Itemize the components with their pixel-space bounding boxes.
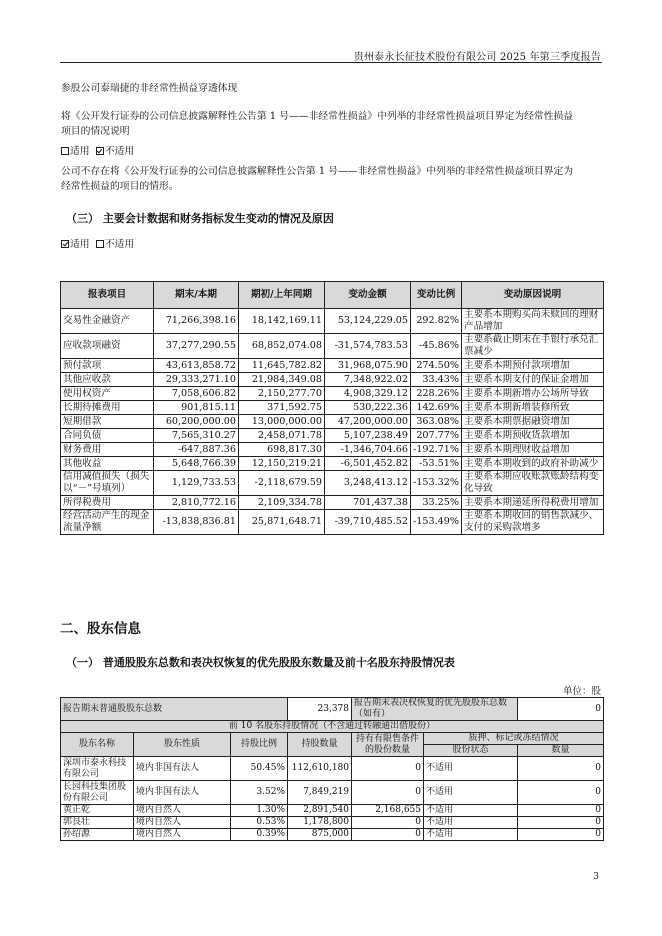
shareholder-name-cell: 深圳市泰永科技有限公司 bbox=[61, 757, 134, 781]
table-row bbox=[61, 309, 604, 334]
item-cell: 交易性金融资产 bbox=[61, 309, 154, 334]
table-header-row bbox=[61, 282, 604, 309]
ratio-cell: 0.53% bbox=[231, 817, 288, 829]
item-cell: 其他应收款 bbox=[61, 373, 154, 387]
item-cell: 合同负债 bbox=[61, 429, 154, 443]
not-applicable-label: 不适用 bbox=[104, 239, 135, 250]
reason-cell: 主要系截止期末在手银行承兑汇票减少 bbox=[462, 334, 604, 359]
table-row bbox=[61, 471, 604, 496]
reason-cell: 主要系本期递延所得税费用增加 bbox=[462, 496, 604, 510]
table-row bbox=[61, 457, 604, 471]
change-amount-cell: 530,222.36 bbox=[325, 401, 411, 415]
shareholder-nature-cell: 境内自然人 bbox=[134, 805, 231, 817]
item-cell: 其他收益 bbox=[61, 457, 154, 471]
change-amount-cell: -39,710,485.52 bbox=[325, 510, 411, 535]
restricted-cell: 0 bbox=[352, 817, 424, 829]
para1-line2: 项目的情况说明 bbox=[61, 125, 130, 137]
prior-cell: 11,645,782.82 bbox=[239, 359, 325, 373]
pledge-status-cell: 不适用 bbox=[424, 781, 518, 805]
table-row bbox=[61, 829, 604, 841]
current-cell: 901,815.11 bbox=[154, 401, 239, 415]
change-amount-cell: 53,124,229.05 bbox=[325, 309, 411, 334]
header-rule bbox=[60, 62, 602, 63]
prior-cell: 21,984,349.08 bbox=[239, 373, 325, 387]
top10-caption: 前 10 名股东持股情况（不含通过转融通出借股份） bbox=[61, 721, 604, 733]
para2-line1: 公司不存在将《公开发行证券的公司信息披露解释性公告第 1 号——非经常性损益》中列举的非经常性损益项目界定为 bbox=[61, 166, 574, 177]
total-shareholders-row bbox=[61, 698, 604, 721]
current-cell: 5,648,766.39 bbox=[154, 457, 239, 471]
col-header-nature: 股东性质 bbox=[134, 733, 231, 757]
reason-cell: 主要系本期预付款项增加 bbox=[462, 359, 604, 373]
table-row bbox=[61, 443, 604, 457]
change-ratio-cell: 363.08% bbox=[411, 415, 462, 429]
ratio-cell: 1.30% bbox=[231, 805, 288, 817]
item-cell: 预付款项 bbox=[61, 359, 154, 373]
change-amount-cell: 4,908,329.12 bbox=[325, 387, 411, 401]
shareholder-subsection-title: （一） 普通股股东总数和表决权恢复的优先股股东数量及前十名股东持股情况表 bbox=[66, 656, 455, 669]
reason-cell: 主要系本期预收货款增加 bbox=[462, 429, 604, 443]
current-cell: 71,266,398.16 bbox=[154, 309, 239, 334]
shareholder-name-cell: 孙绍源 bbox=[61, 829, 134, 841]
change-ratio-cell: 228.26% bbox=[411, 387, 462, 401]
change-ratio-cell: 33.25% bbox=[411, 496, 462, 510]
nonrecurring-para2 bbox=[61, 165, 601, 194]
total-shareholders-label: 报告期末普通股股东总数 bbox=[61, 698, 288, 721]
pledge-status-cell: 不适用 bbox=[424, 829, 518, 841]
pledge-qty-cell: 0 bbox=[518, 805, 604, 817]
ratio-cell: 3.52% bbox=[231, 781, 288, 805]
prior-cell: 12,150,219.21 bbox=[239, 457, 325, 471]
sh-header-row-1 bbox=[61, 733, 604, 745]
current-cell: 29,333,271.10 bbox=[154, 373, 239, 387]
change-ratio-cell: 292.82% bbox=[411, 309, 462, 334]
col-header-name: 股东名称 bbox=[61, 733, 134, 757]
shares-cell: 875,000 bbox=[288, 829, 352, 841]
col-header-change-amount: 变动金额 bbox=[325, 282, 411, 309]
reason-cell: 主要系本期收回的销售款减少、支付的采购款增多 bbox=[462, 510, 604, 535]
reason-cell: 主要系本期收到的政府补助减少 bbox=[462, 457, 604, 471]
change-amount-cell: -6,501,452.82 bbox=[325, 457, 411, 471]
prior-cell: 2,150,277.70 bbox=[239, 387, 325, 401]
col-header-item: 报表项目 bbox=[61, 282, 154, 309]
reason-cell: 主要系本期新增办公场所导致 bbox=[462, 387, 604, 401]
item-cell: 信用减值损失（损失以“－”号填列） bbox=[61, 471, 154, 496]
reason-cell: 主要系本期购买尚未赎回的理财产品增加 bbox=[462, 309, 604, 334]
restricted-cell: 0 bbox=[352, 781, 424, 805]
col-header-current: 期末/本期 bbox=[154, 282, 239, 309]
current-cell: 7,565,310.27 bbox=[154, 429, 239, 443]
checkbox-applicable[interactable] bbox=[61, 147, 69, 155]
change-ratio-cell: 207.77% bbox=[411, 429, 462, 443]
applicable-options-2 bbox=[61, 238, 601, 253]
change-ratio-cell: -45.86% bbox=[411, 334, 462, 359]
change-ratio-cell: -192.71% bbox=[411, 443, 462, 457]
table-row bbox=[61, 817, 604, 829]
reason-cell: 主要系本期理财收益增加 bbox=[462, 443, 604, 457]
change-ratio-cell: 33.43% bbox=[411, 373, 462, 387]
applicable-label: 适用 bbox=[70, 146, 90, 157]
item-cell: 短期借款 bbox=[61, 415, 154, 429]
checkbox-applicable-checked[interactable] bbox=[61, 240, 69, 248]
col-header-qty: 数量 bbox=[518, 745, 604, 757]
shareholder-name-cell: 长园科技集团股份有限公司 bbox=[61, 781, 134, 805]
table-row bbox=[61, 496, 604, 510]
table-row bbox=[61, 415, 604, 429]
pledge-status-cell: 不适用 bbox=[424, 805, 518, 817]
change-amount-cell: 47,200,000.00 bbox=[325, 415, 411, 429]
checkbox-not-applicable-checked[interactable] bbox=[96, 147, 104, 155]
item-cell: 财务费用 bbox=[61, 443, 154, 457]
change-amount-cell: 31,968,075.90 bbox=[325, 359, 411, 373]
shareholder-nature-cell: 境内自然人 bbox=[134, 829, 231, 841]
shareholder-nature-cell: 境内非国有法人 bbox=[134, 781, 231, 805]
reason-cell: 主要系本期新增装修所致 bbox=[462, 401, 604, 415]
change-amount-cell: 3,248,413.12 bbox=[325, 471, 411, 496]
applicable-options-1 bbox=[61, 145, 601, 160]
pledge-status-cell: 不适用 bbox=[424, 757, 518, 781]
change-amount-cell: -1,346,704.66 bbox=[325, 443, 411, 457]
col-header-reason: 变动原因说明 bbox=[462, 282, 604, 309]
current-cell: 43,613,858.72 bbox=[154, 359, 239, 373]
prior-cell: 13,000,000.00 bbox=[239, 415, 325, 429]
change-ratio-cell: 274.50% bbox=[411, 359, 462, 373]
change-ratio-cell: 142.69% bbox=[411, 401, 462, 415]
item-cell: 经营活动产生的现金流量净额 bbox=[61, 510, 154, 535]
applicable-label: 适用 bbox=[70, 239, 90, 250]
nonrecurring-note: 参股公司泰瑞捷的非经常性损益穿透体现 bbox=[61, 83, 238, 94]
table-row bbox=[61, 401, 604, 415]
current-cell: 2,810,772.16 bbox=[154, 496, 239, 510]
prior-cell: 25,871,648.71 bbox=[239, 510, 325, 535]
table-row bbox=[61, 781, 604, 805]
top10-caption-row bbox=[61, 721, 604, 733]
reason-cell: 主要系本期支付的保证金增加 bbox=[462, 373, 604, 387]
shareholder-name-cell: 郭艮壮 bbox=[61, 817, 134, 829]
current-cell: 1,129,733.53 bbox=[154, 471, 239, 496]
shares-cell: 2,891,540 bbox=[288, 805, 352, 817]
prior-cell: 371,592.75 bbox=[239, 401, 325, 415]
shareholder-name-cell: 黄正乾 bbox=[61, 805, 134, 817]
total-shareholders-value: 23,378 bbox=[288, 698, 352, 721]
change-ratio-cell: -153.49% bbox=[411, 510, 462, 535]
pledge-qty-cell: 0 bbox=[518, 817, 604, 829]
item-cell: 所得税费用 bbox=[61, 496, 154, 510]
item-cell: 长期待摊费用 bbox=[61, 401, 154, 415]
table-row bbox=[61, 429, 604, 443]
change-ratio-cell: -153.32% bbox=[411, 471, 462, 496]
pledge-qty-cell: 0 bbox=[518, 781, 604, 805]
shareholder-table bbox=[60, 697, 604, 841]
prior-cell: 2,109,334.78 bbox=[239, 496, 325, 510]
prior-cell: 2,458,071.78 bbox=[239, 429, 325, 443]
current-cell: 7,058,606.82 bbox=[154, 387, 239, 401]
unit-label: 单位：股 bbox=[562, 686, 601, 697]
restricted-cell: 2,168,655 bbox=[352, 805, 424, 817]
reason-cell: 主要系本期票据融资增加 bbox=[462, 415, 604, 429]
not-applicable-label: 不适用 bbox=[104, 146, 135, 157]
change-amount-cell: 701,437.38 bbox=[325, 496, 411, 510]
prior-cell: -2,118,679.59 bbox=[239, 471, 325, 496]
shareholder-nature-cell: 境内非国有法人 bbox=[134, 757, 231, 781]
reason-cell: 主要系本期应收账款账龄结构变化导致 bbox=[462, 471, 604, 496]
col-header-status: 股份状态 bbox=[424, 745, 518, 757]
current-cell: -13,838,836.81 bbox=[154, 510, 239, 535]
col-header-pledge: 质押、标记或冻结情况 bbox=[424, 733, 604, 745]
prior-cell: 68,852,074.08 bbox=[239, 334, 325, 359]
ratio-cell: 0.39% bbox=[231, 829, 288, 841]
page-number: 3 bbox=[593, 872, 599, 882]
table-row bbox=[61, 387, 604, 401]
report-header: 贵州泰永长征技术股份有限公司 2025 年第三季度报告 bbox=[353, 52, 601, 63]
financial-change-table bbox=[60, 281, 604, 535]
col-header-ratio: 持股比例 bbox=[231, 733, 288, 757]
col-header-change-ratio: 变动比例 bbox=[411, 282, 462, 309]
table-row bbox=[61, 334, 604, 359]
col-header-prior: 期初/上年同期 bbox=[239, 282, 325, 309]
pledge-status-cell: 不适用 bbox=[424, 817, 518, 829]
table-row bbox=[61, 757, 604, 781]
para1-line1: 将《公开发行证券的公司信息披露解释性公告第 1 号——非经常性损益》中列举的非经常性损益项目界定为经常性损益 bbox=[61, 111, 574, 122]
section3-title: （三） 主要会计数据和财务指标发生变动的情况及原因 bbox=[66, 212, 334, 225]
preferred-shareholders-label: 报告期末表决权恢复的优先股股东总数（如有） bbox=[352, 698, 518, 721]
table-row bbox=[61, 805, 604, 817]
prior-cell: 698,817.30 bbox=[239, 443, 325, 457]
item-cell: 应收款项融资 bbox=[61, 334, 154, 359]
shares-cell: 1,178,800 bbox=[288, 817, 352, 829]
change-amount-cell: 5,107,238.49 bbox=[325, 429, 411, 443]
preferred-shareholders-value: 0 bbox=[518, 698, 604, 721]
change-amount-cell: 7,348,922.02 bbox=[325, 373, 411, 387]
prior-cell: 18,142,169.11 bbox=[239, 309, 325, 334]
shares-cell: 112,610,180 bbox=[288, 757, 352, 781]
restricted-cell: 0 bbox=[352, 757, 424, 781]
current-cell: -647,887.36 bbox=[154, 443, 239, 457]
table-row bbox=[61, 510, 604, 535]
shareholder-section-title: 二、股东信息 bbox=[60, 621, 141, 637]
col-header-shares: 持股数量 bbox=[288, 733, 352, 757]
nonrecurring-para1 bbox=[61, 110, 601, 139]
current-cell: 37,277,290.55 bbox=[154, 334, 239, 359]
current-cell: 60,200,000.00 bbox=[154, 415, 239, 429]
change-ratio-cell: -53.51% bbox=[411, 457, 462, 471]
pledge-qty-cell: 0 bbox=[518, 757, 604, 781]
pledge-qty-cell: 0 bbox=[518, 829, 604, 841]
shareholder-nature-cell: 境内自然人 bbox=[134, 817, 231, 829]
restricted-cell: 0 bbox=[352, 829, 424, 841]
table-row bbox=[61, 359, 604, 373]
item-cell: 使用权资产 bbox=[61, 387, 154, 401]
checkbox-not-applicable[interactable] bbox=[96, 240, 104, 248]
shares-cell: 7,849,219 bbox=[288, 781, 352, 805]
table-row bbox=[61, 373, 604, 387]
para2-line2: 经常性损益的项目的情形。 bbox=[61, 180, 179, 192]
ratio-cell: 50.45% bbox=[231, 757, 288, 781]
change-amount-cell: -31,574,783.53 bbox=[325, 334, 411, 359]
col-header-restricted: 持有有限售条件的股份数量 bbox=[352, 733, 424, 757]
